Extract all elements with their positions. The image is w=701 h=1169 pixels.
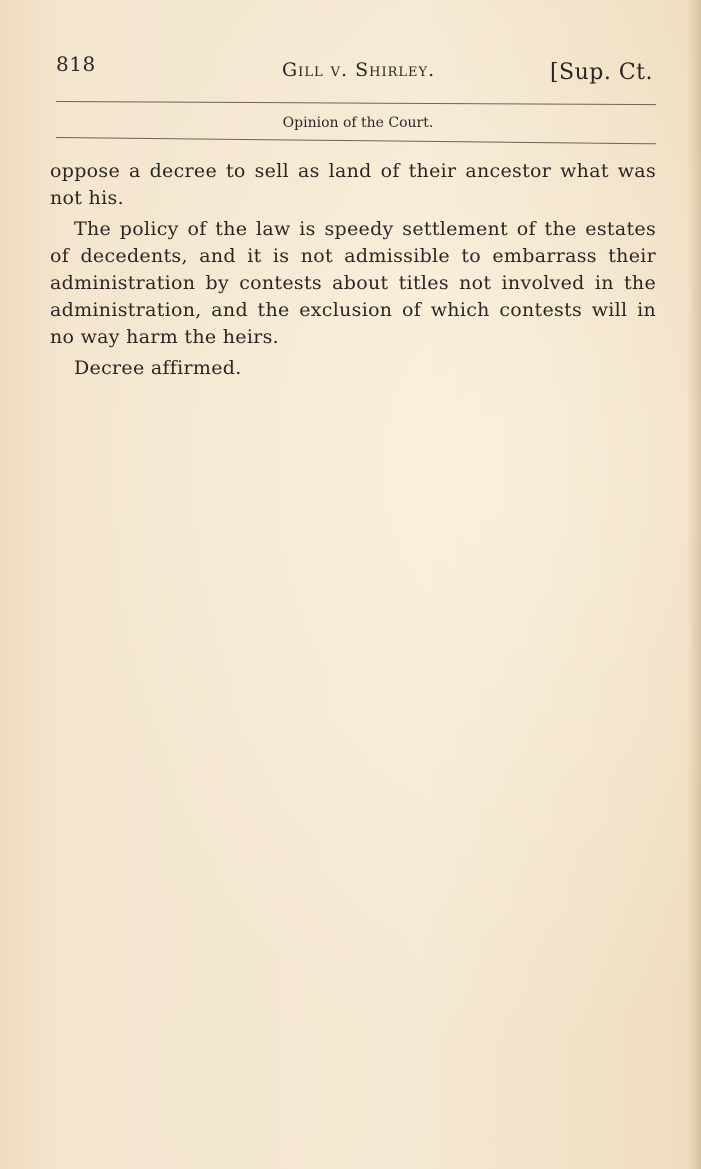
case-title: Gill v. Shirley. — [282, 59, 436, 81]
paragraph-decree: Decree affirmed. — [74, 357, 242, 379]
header-rule — [56, 101, 656, 105]
page-number: 818 — [56, 52, 96, 76]
subhead-rule — [56, 137, 656, 144]
section-subhead: Opinion of the Court. — [282, 115, 434, 131]
court-label: [Sup. Ct. — [549, 60, 653, 85]
running-head — [56, 52, 653, 92]
paragraph-continuation: oppose a decree to sell as land of their ancestor what was not his. — [50, 160, 656, 209]
page-edge-shadow — [687, 0, 701, 1169]
paragraph-policy: The policy of the law is speedy settlement of the estates of decedents, and it is not admissible to embarrass their administration by contests about titles not involved in the administration, and the exclusion of which contests will in no way harm the heirs. — [50, 218, 656, 348]
opinion-text — [50, 158, 656, 382]
